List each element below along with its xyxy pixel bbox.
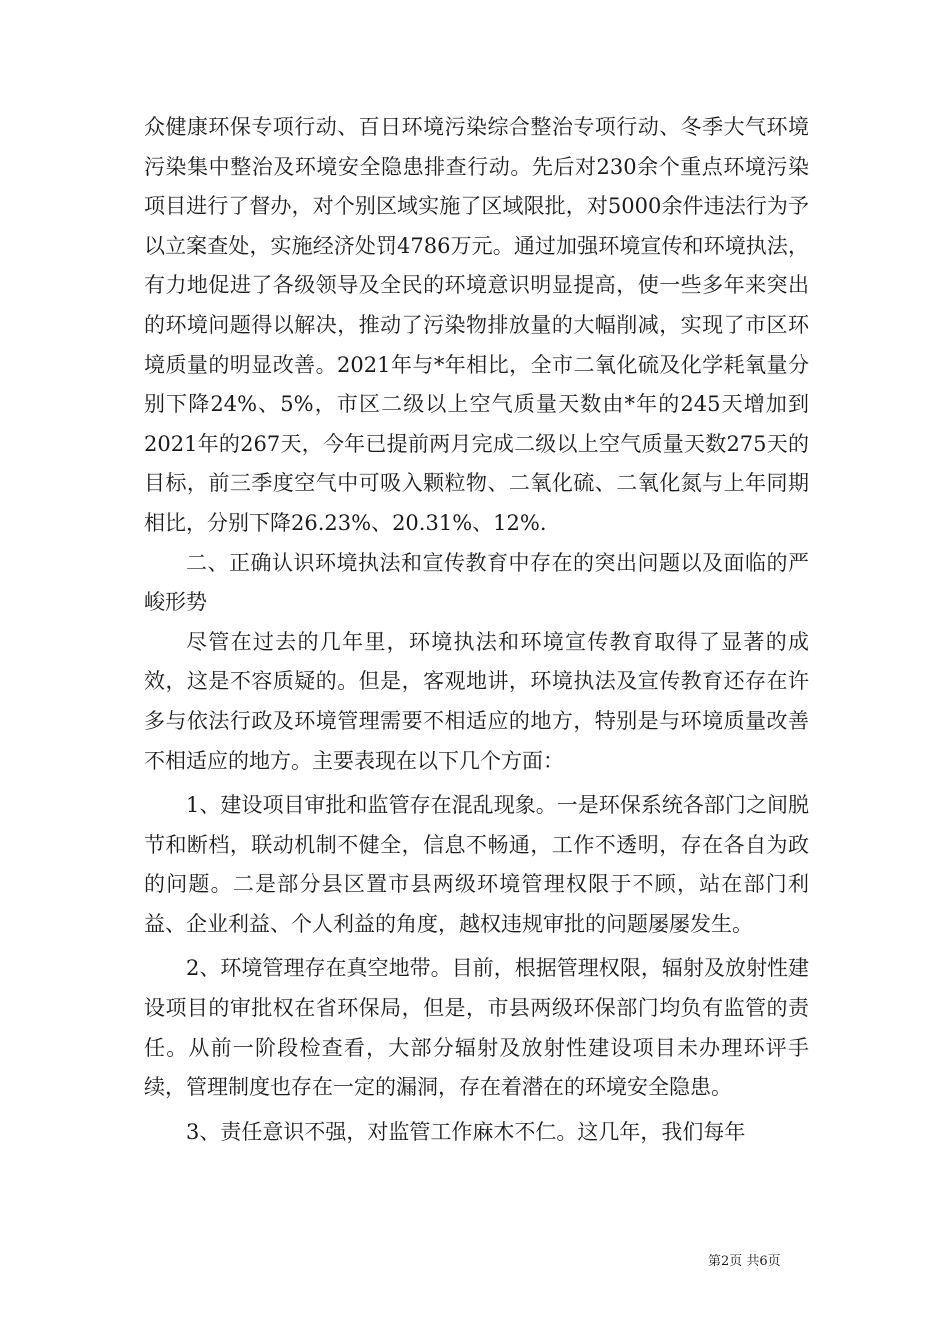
page-number-footer: 第2页 共6页 [708, 1254, 781, 1269]
section-heading: 二、正确认识环境执法和宣传教育中存在的突出问题以及面临的严峻形势 [144, 550, 809, 615]
paragraph-item-2: 2、环境管理存在真空地带。目前，根据管理权限，辐射及放射性建设项目的审批权在省环保局，但是，市县两级环保部门均负有监管的责任。从前一阶段检查看，大部分辐射及放射性建设项目未办理环评手续，管理制度也存在一定的漏洞，存在着潜在的环境安全隐患。 [144, 956, 809, 1100]
paragraph-item-1: 1、建设项目审批和监管存在混乱现象。一是环保系统各部门之间脱节和断档，联动机制不健全，信息不畅通，工作不透明，存在各自为政的问题。二是部分县区置市县两级环境管理权限于不顾，站在部门利益、企业利益、个人利益的角度，越权违规审批的问题屡屡发生。 [144, 793, 809, 936]
paragraph-item-3: 3、责任意识不强，对监管工作麻木不仁。这几年，我们每年 [186, 1119, 746, 1144]
paragraph-intro: 尽管在过去的几年里，环境执法和环境宣传教育取得了显著的成效，这是不容质疑的。但是，客观地讲，环境执法及宣传教育还存在许多与依法行政及环境管理需要不相适应的地方，特别是与环境质量改善不相适应的地方。主要表现在以下几个方面： [144, 629, 809, 773]
document-body [144, 108, 809, 1152]
paragraph-continuation: 众健康环保专项行动、百日环境污染综合整治专项行动、冬季大气环境污染集中整治及环境安全隐患排查行动。先后对230余个重点环境污染项目进行了督办，对个别区域实施了区域限批，对5000余件违法行为予以立案查处，实施经济处罚4786万元。通过加强环境宣传和环境执法，有力地促进了各级领导及全民的环境意识明显提高，使一些多年来突出的环境问题得以解决，推动了污染物排放量的大幅削减，实现了市区环境质量的明显改善。2021年与*年相比，全市二氧化硫及化学耗氧量分别下降24%、5%，市区二级以上空气质量天数由*年的245天增加到2021年的267天，今年已提前两月完成二级以上空气质量天数275天的目标，前三季度空气中可吸入颗粒物、二氧化硫、二氧化氮与上年同期相比，分别下降26.23%、20.31%、12%. [144, 115, 809, 535]
